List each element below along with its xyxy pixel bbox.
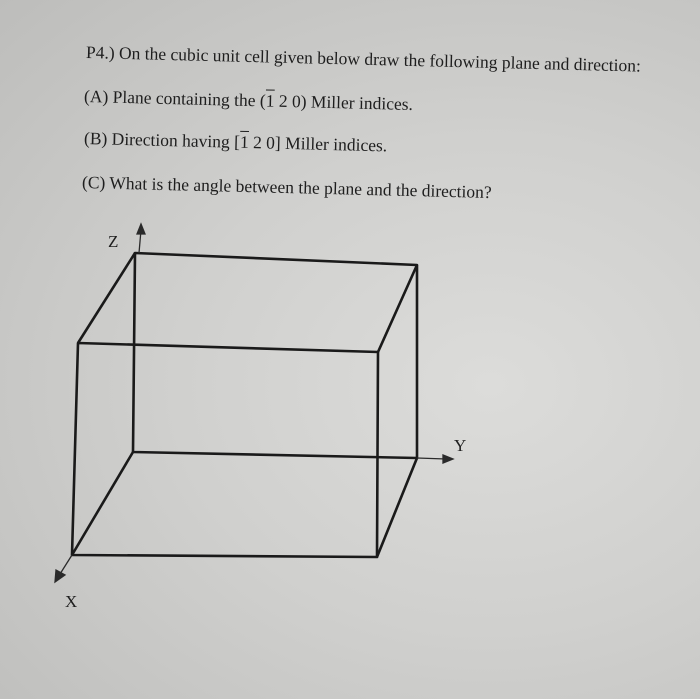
part-b-before: (B) Direction having [ [83,128,241,152]
part-b-bar-digit: 1 [239,131,249,153]
y-axis [417,458,446,459]
z-axis-label: Z [108,232,119,251]
edge-bottom-left [72,452,133,555]
part-a-before: (A) Plane containing the ( [83,86,266,111]
x-axis [60,555,72,574]
edge-top-left [78,253,135,343]
part-a-after: 2 0) Miller indices. [274,90,414,115]
edge-top-right [378,265,417,352]
problem-title: P4.) On the cubic unit cell given below draw the following plane and direction: [85,42,642,76]
part-c: (C) What is the angle between the plane and the direction? [81,172,492,203]
back-face [133,253,417,458]
edge-bottom-right [377,458,417,557]
x-axis-label: X [65,592,78,611]
y-arrow-icon [443,455,453,463]
front-face [72,343,378,557]
part-b-after: 2 0] Miller indices. [248,132,388,156]
part-a-bar-digit: 1 [265,90,275,111]
y-axis-label: Y [454,436,467,455]
x-arrow-icon [55,570,65,582]
z-arrow-icon [137,224,145,234]
